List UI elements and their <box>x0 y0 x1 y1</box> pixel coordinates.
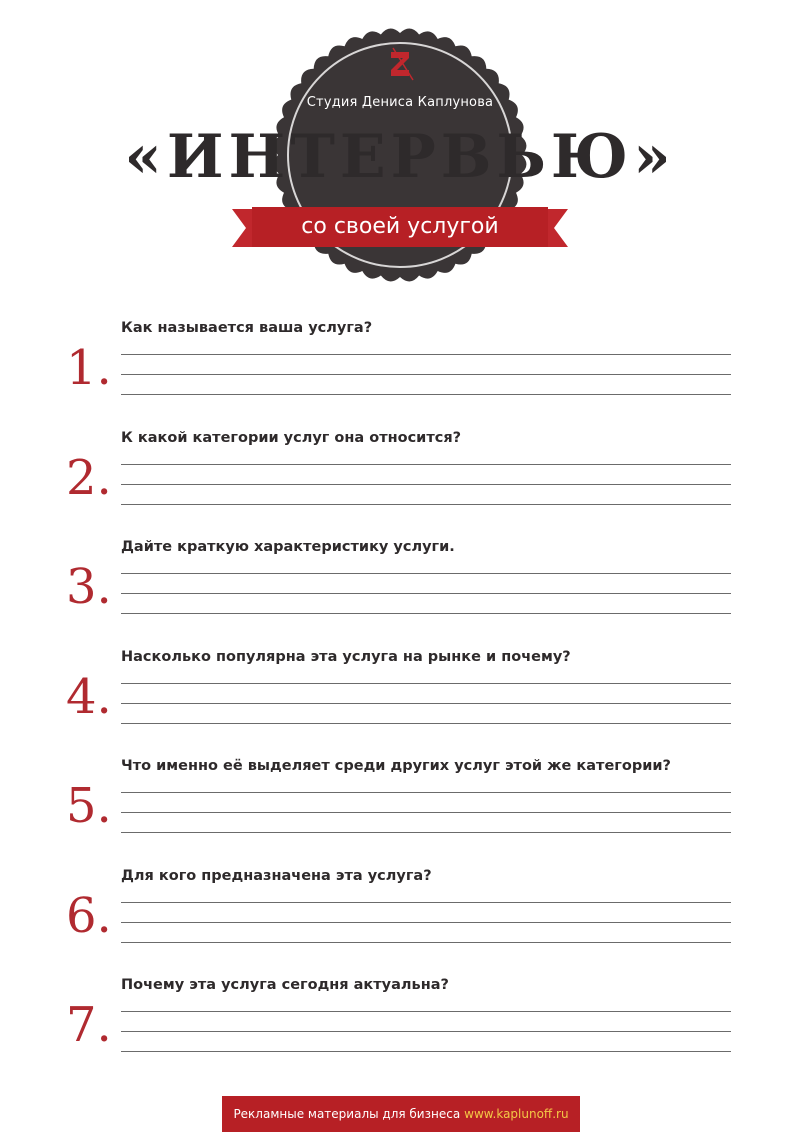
question-text: Как называется ваша услуга? <box>121 320 373 336</box>
answer-line[interactable] <box>121 902 731 903</box>
answer-line[interactable] <box>121 593 731 594</box>
question-number: 2. <box>66 449 112 506</box>
answer-line[interactable] <box>121 792 731 793</box>
question-text: Что именно её выделяет среди других услуг этой же категории? <box>121 758 671 774</box>
question-item <box>0 977 800 1087</box>
question-number: 5. <box>66 778 112 834</box>
footer-banner <box>222 1096 580 1132</box>
answer-line[interactable] <box>121 573 731 574</box>
question-text: Почему эта услуга сегодня актуальна? <box>121 977 449 993</box>
answer-line[interactable] <box>121 374 731 375</box>
question-item <box>0 868 800 978</box>
question-number: 3. <box>66 559 112 615</box>
answer-line[interactable] <box>121 942 731 943</box>
question-item <box>0 758 800 868</box>
answer-line[interactable] <box>121 922 731 923</box>
studio-name: Студия Дениса Каплунова <box>306 95 494 110</box>
question-item <box>0 430 800 540</box>
question-number: 4. <box>66 668 112 725</box>
answer-line[interactable] <box>121 812 731 813</box>
question-item <box>0 320 800 430</box>
footer-text: Рекламные материалы для бизнеса <box>233 1107 461 1121</box>
answer-line[interactable] <box>121 504 731 505</box>
answer-line[interactable] <box>121 1051 731 1052</box>
footer-link[interactable]: www.kaplunoff.ru <box>464 1107 569 1121</box>
question-number: 6. <box>66 887 112 944</box>
header-badge <box>0 0 800 300</box>
answer-line[interactable] <box>121 1031 731 1032</box>
answer-line[interactable] <box>121 832 731 833</box>
answer-line[interactable] <box>121 723 731 724</box>
answer-line[interactable] <box>121 703 731 704</box>
answer-line[interactable] <box>121 613 731 614</box>
question-item <box>0 539 800 649</box>
question-text: Насколько популярна эта услуга на рынке и почему? <box>121 648 571 665</box>
question-item <box>0 649 800 759</box>
page-subtitle: со своей услугой <box>301 214 499 239</box>
answer-line[interactable] <box>121 354 731 355</box>
answer-line[interactable] <box>121 464 731 465</box>
question-text: Дайте краткую характеристику услуги. <box>121 539 455 555</box>
answer-line[interactable] <box>121 394 731 395</box>
answer-line[interactable] <box>121 683 731 684</box>
question-text: Для кого предназначена эта услуга? <box>121 867 432 884</box>
page-title: «ИНТЕРВЬЮ» <box>124 122 676 192</box>
question-number: 7. <box>66 997 112 1053</box>
question-text: К какой категории услуг она относится? <box>121 429 462 446</box>
question-number: 1. <box>66 340 112 396</box>
answer-line[interactable] <box>121 1011 731 1012</box>
answer-line[interactable] <box>121 484 731 485</box>
